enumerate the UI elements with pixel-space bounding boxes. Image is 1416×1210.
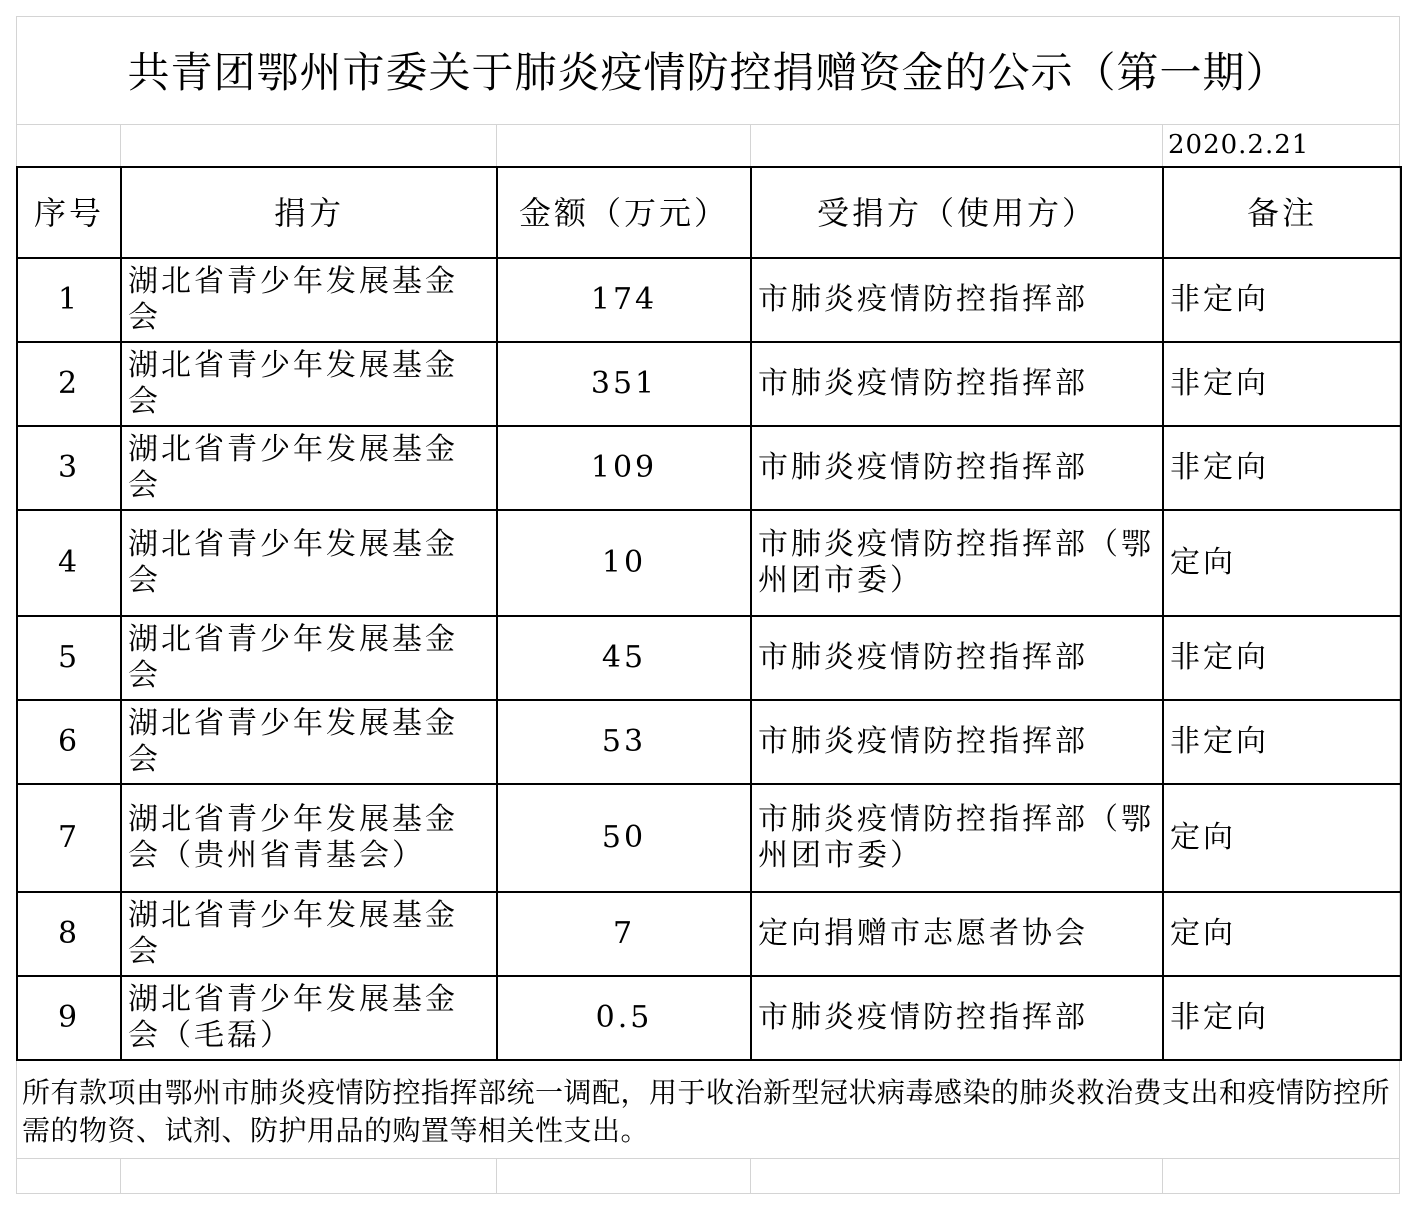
table-row: [17, 616, 1401, 700]
cell-recipient: 市肺炎疫情防控指挥部: [751, 976, 1163, 1060]
cell-remark: 非定向: [1163, 426, 1401, 510]
cell-donor: 湖北省青少年发展基金会: [121, 616, 497, 700]
publish-date: 2020.2.21: [1168, 130, 1310, 160]
cell-remark: 非定向: [1163, 342, 1401, 426]
cell-donor: 湖北省青少年发展基金会: [121, 892, 497, 976]
header-remark: 备注: [1163, 167, 1401, 258]
table-row: [17, 426, 1401, 510]
cell-index: 3: [17, 426, 121, 510]
cell-remark: 定向: [1163, 892, 1401, 976]
cell-remark: 定向: [1163, 784, 1401, 892]
cell-donor: 湖北省青少年发展基金会（毛磊）: [121, 976, 497, 1060]
cell-amount: 45: [497, 616, 751, 700]
cell-index: 2: [17, 342, 121, 426]
cell-amount: 174: [497, 258, 751, 342]
header-donor: 捐方: [121, 167, 497, 258]
cell-index: 4: [17, 510, 121, 616]
cell-remark: 定向: [1163, 510, 1401, 616]
cell-donor: 湖北省青少年发展基金会: [121, 258, 497, 342]
page-title: 共青团鄂州市委关于肺炎疫情防控捐赠资金的公示（第一期）: [127, 48, 1289, 97]
gridline: [1162, 1158, 1163, 1194]
cell-recipient: 市肺炎疫情防控指挥部: [751, 616, 1163, 700]
table-row: [17, 342, 1401, 426]
cell-recipient: 市肺炎疫情防控指挥部: [751, 426, 1163, 510]
gridline: [16, 1193, 1400, 1194]
gridline: [750, 124, 751, 166]
gridline: [496, 1158, 497, 1194]
gridline: [120, 1158, 121, 1194]
cell-index: 9: [17, 976, 121, 1060]
header-amount: 金额（万元）: [497, 167, 751, 258]
cell-donor: 湖北省青少年发展基金会: [121, 342, 497, 426]
cell-remark: 非定向: [1163, 258, 1401, 342]
cell-index: 6: [17, 700, 121, 784]
cell-recipient: 定向捐赠市志愿者协会: [751, 892, 1163, 976]
gridline: [16, 1158, 1400, 1159]
cell-index: 7: [17, 784, 121, 892]
table-row: [17, 976, 1401, 1060]
cell-index: 8: [17, 892, 121, 976]
gridline: [750, 1158, 751, 1194]
table-row: [17, 784, 1401, 892]
cell-recipient: 市肺炎疫情防控指挥部: [751, 342, 1163, 426]
cell-recipient: 市肺炎疫情防控指挥部（鄂州团市委）: [751, 510, 1163, 616]
cell-index: 5: [17, 616, 121, 700]
cell-recipient: 市肺炎疫情防控指挥部（鄂州团市委）: [751, 784, 1163, 892]
cell-remark: 非定向: [1163, 616, 1401, 700]
cell-amount: 50: [497, 784, 751, 892]
cell-amount: 7: [497, 892, 751, 976]
header-index: 序号: [17, 167, 121, 258]
cell-amount: 0.5: [497, 976, 751, 1060]
cell-amount: 10: [497, 510, 751, 616]
table-row: [17, 700, 1401, 784]
cell-donor: 湖北省青少年发展基金会: [121, 510, 497, 616]
gridline: [120, 124, 121, 166]
table-header-row: [17, 167, 1401, 258]
gridline: [1162, 124, 1163, 166]
footnote: 所有款项由鄂州市肺炎疫情防控指挥部统一调配，用于收治新型冠状病毒感染的肺炎救治费支出和疫情防控所需的物资、试剂、防护用品的购置等相关性支出。: [22, 1076, 1391, 1147]
gridline: [16, 124, 1400, 125]
cell-remark: 非定向: [1163, 700, 1401, 784]
cell-donor: 湖北省青少年发展基金会（贵州省青基会）: [121, 784, 497, 892]
gridline: [496, 124, 497, 166]
cell-donor: 湖北省青少年发展基金会: [121, 426, 497, 510]
table-row: [17, 510, 1401, 616]
cell-amount: 53: [497, 700, 751, 784]
cell-amount: 351: [497, 342, 751, 426]
header-recipient: 受捐方（使用方）: [751, 167, 1163, 258]
cell-remark: 非定向: [1163, 976, 1401, 1060]
cell-donor: 湖北省青少年发展基金会: [121, 700, 497, 784]
table-row: [17, 892, 1401, 976]
cell-recipient: 市肺炎疫情防控指挥部: [751, 700, 1163, 784]
donation-table: [16, 166, 1402, 1061]
cell-amount: 109: [497, 426, 751, 510]
cell-recipient: 市肺炎疫情防控指挥部: [751, 258, 1163, 342]
cell-index: 1: [17, 258, 121, 342]
table-row: [17, 258, 1401, 342]
